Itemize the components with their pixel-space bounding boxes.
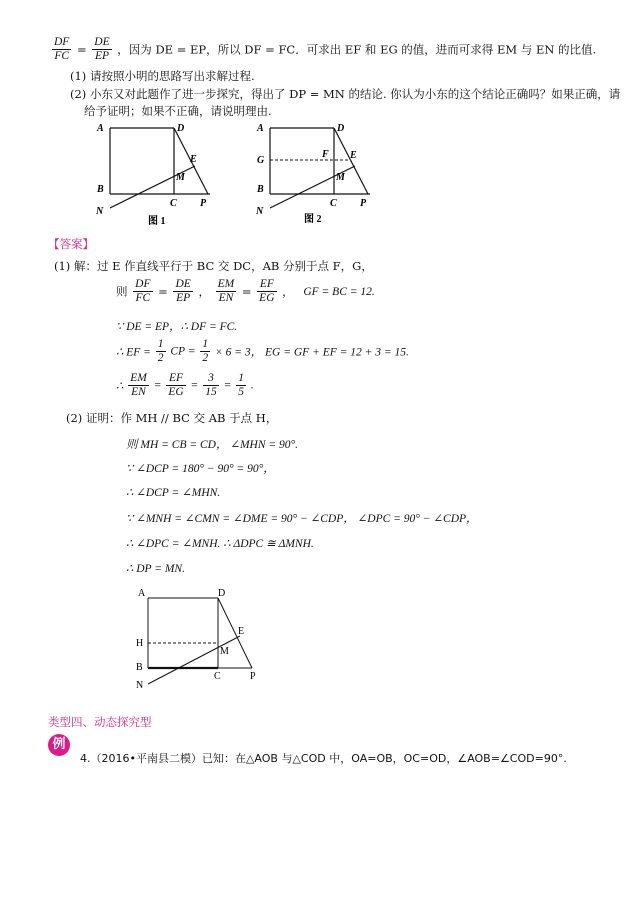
frac-den: EN bbox=[131, 386, 146, 398]
proof-line-2: ∵ ∠DCP = 180° − 90° = 90°， bbox=[126, 463, 275, 475]
comma: ， bbox=[198, 284, 210, 299]
fraction bbox=[166, 372, 185, 399]
frac-den: 5 bbox=[238, 386, 244, 398]
label-d: D bbox=[337, 123, 345, 134]
text-then: 则 bbox=[116, 284, 128, 299]
label-d: D bbox=[218, 588, 226, 599]
label-n: N bbox=[256, 206, 264, 217]
label-c: C bbox=[214, 671, 221, 682]
label-b: B bbox=[136, 662, 143, 673]
fraction-half bbox=[200, 338, 210, 365]
gf-equation: GF = BC = 12. bbox=[303, 285, 375, 298]
figure-2-caption: 图 2 bbox=[304, 214, 322, 225]
proof-line-3: ∴ ∠DCP = ∠MHN. bbox=[126, 487, 221, 499]
label-n: N bbox=[96, 206, 104, 217]
solution-1-ratios: 则 $\frac{DF}{FC}$ = $\frac{DE}{EP}$ ， $\frac{EM}{EN}$ = $\frac{EF}{EG}$ ， GF = BC = 12. bbox=[116, 278, 375, 304]
label-p: P bbox=[250, 671, 256, 682]
figure-3 bbox=[130, 582, 270, 692]
fraction-de-ep bbox=[92, 36, 111, 63]
frac-num: DE bbox=[175, 278, 191, 290]
label-g: G bbox=[257, 155, 265, 166]
frac-num: 1 bbox=[202, 338, 209, 350]
frac-den: EP bbox=[94, 50, 109, 62]
solution-1-ratio-result: ∴ $\frac{EM}{EN}$ = $\frac{EF}{EG}$ = $\frac{3}{15}$ = $\frac{1}{5}$ . bbox=[116, 372, 254, 398]
question-2-line-2: 给予证明；如果不正确，请说明理由. bbox=[84, 104, 272, 118]
solution-1-ef bbox=[116, 338, 409, 365]
frac-num: DF bbox=[54, 36, 70, 48]
comma: ， bbox=[282, 284, 294, 299]
label-p: P bbox=[200, 198, 207, 209]
frac-num: 1 bbox=[157, 338, 164, 350]
proof-line-1: 则 MH = CB = CD， ∠MHN = 90°. bbox=[126, 439, 298, 451]
label-e: E bbox=[190, 154, 197, 165]
fraction bbox=[133, 278, 152, 305]
figure-2 bbox=[252, 118, 382, 230]
frac-num: EM bbox=[130, 372, 147, 384]
label-n: N bbox=[136, 680, 144, 691]
solution-2-intro: (2) 证明：作 MH // BC 交 AB 于点 H， bbox=[66, 411, 278, 425]
frac-den: FC bbox=[135, 292, 151, 304]
therefore: ∴ bbox=[116, 380, 124, 393]
figure-1-caption: 图 1 bbox=[148, 216, 166, 227]
proof-line-5: ∴ ∠DPC = ∠MNH. ∴ ΔDPC ≅ ΔMNH. bbox=[126, 538, 314, 550]
label-a: A bbox=[138, 588, 146, 599]
text: ∴ EF = bbox=[116, 346, 151, 359]
label-m: M bbox=[336, 172, 345, 183]
label-m: M bbox=[220, 646, 229, 657]
label-a: A bbox=[97, 123, 104, 134]
text: × 6 = 3， EG = GF + EF = 12 + 3 = 15. bbox=[215, 346, 409, 359]
frac-den: 2 bbox=[202, 352, 209, 364]
answer-tag: 【答案】 bbox=[48, 237, 94, 251]
example-badge: 例 bbox=[48, 734, 70, 756]
fraction-half bbox=[156, 338, 166, 365]
frac-num: 1 bbox=[238, 372, 244, 384]
frac-den: 2 bbox=[157, 352, 164, 364]
frac-num: 3 bbox=[203, 372, 219, 386]
intro-text: ，因为 DE = EP，所以 DF = FC．可求出 EF 和 EG 的值，进而可求得 EM 与 EN 的比值. bbox=[117, 42, 597, 57]
label-p: P bbox=[360, 198, 367, 209]
frac-den: EP bbox=[176, 292, 191, 304]
label-e: E bbox=[238, 626, 245, 637]
frac-den: 15 bbox=[205, 386, 217, 398]
intro-line: $\frac{DF}{FC}$ = $\frac{DE}{EP}$ ，因为 DE = EP，所以 DF = FC．可求出 EF 和 EG 的值，进而可求得 EM 与 EN 的比值. bbox=[54, 36, 597, 62]
fraction bbox=[236, 372, 246, 399]
fraction bbox=[128, 372, 149, 399]
proof-line-4: ∵ ∠MNH = ∠CMN = ∠DME = 90° − ∠CDP， ∠DPC = 90° − ∠CDP， bbox=[126, 513, 478, 525]
question-1: (1) 请按照小明的思路写出求解过程. bbox=[70, 69, 255, 83]
label-d: D bbox=[177, 123, 185, 134]
solution-1-because: ∵ DE = EP，∴ DF = FC. bbox=[116, 321, 238, 333]
frac-num: DE bbox=[94, 36, 110, 48]
fraction-df-fc bbox=[52, 36, 71, 63]
frac-num: EF bbox=[257, 278, 276, 292]
frac-num: DF bbox=[135, 278, 151, 290]
question-2-line-1: (2) 小东又对此题作了进一步探究，得出了 DP = MN 的结论. 你认为小东的这个结论正确吗？如果正确，请 bbox=[70, 87, 621, 101]
frac-num: EM bbox=[217, 278, 235, 290]
label-m: M bbox=[176, 172, 185, 183]
label-h: H bbox=[136, 638, 144, 649]
label-c: C bbox=[330, 198, 337, 209]
frac-den: EG bbox=[168, 386, 184, 398]
text: CP = bbox=[170, 345, 196, 358]
frac-num: EF bbox=[166, 372, 185, 386]
label-a: A bbox=[257, 123, 264, 134]
solution-1-intro: (1) 解：过 E 作直线平行于 BC 交 DC，AB 分别于点 F，G， bbox=[54, 259, 373, 273]
section-title: 类型四、动态探究型 bbox=[48, 715, 152, 729]
problem-4: 4.（2016•平南县二模）已知：在△AOB 与△COD 中，OA=OB，OC=OD，∠AOB=∠COD=90°. bbox=[80, 752, 567, 765]
frac-den: EN bbox=[218, 292, 234, 304]
frac-den: EG bbox=[259, 292, 275, 304]
proof-line-6: ∴ DP = MN. bbox=[126, 563, 185, 575]
label-b: B bbox=[97, 184, 104, 195]
fraction bbox=[216, 278, 237, 305]
figure-1 bbox=[92, 118, 222, 230]
label-f: F bbox=[322, 149, 329, 160]
label-b: B bbox=[257, 184, 264, 195]
label-c: C bbox=[170, 198, 177, 209]
label-e: E bbox=[350, 150, 357, 161]
fraction bbox=[173, 278, 192, 305]
fraction bbox=[257, 278, 276, 305]
fraction bbox=[203, 372, 219, 399]
frac-den: FC bbox=[54, 50, 70, 62]
